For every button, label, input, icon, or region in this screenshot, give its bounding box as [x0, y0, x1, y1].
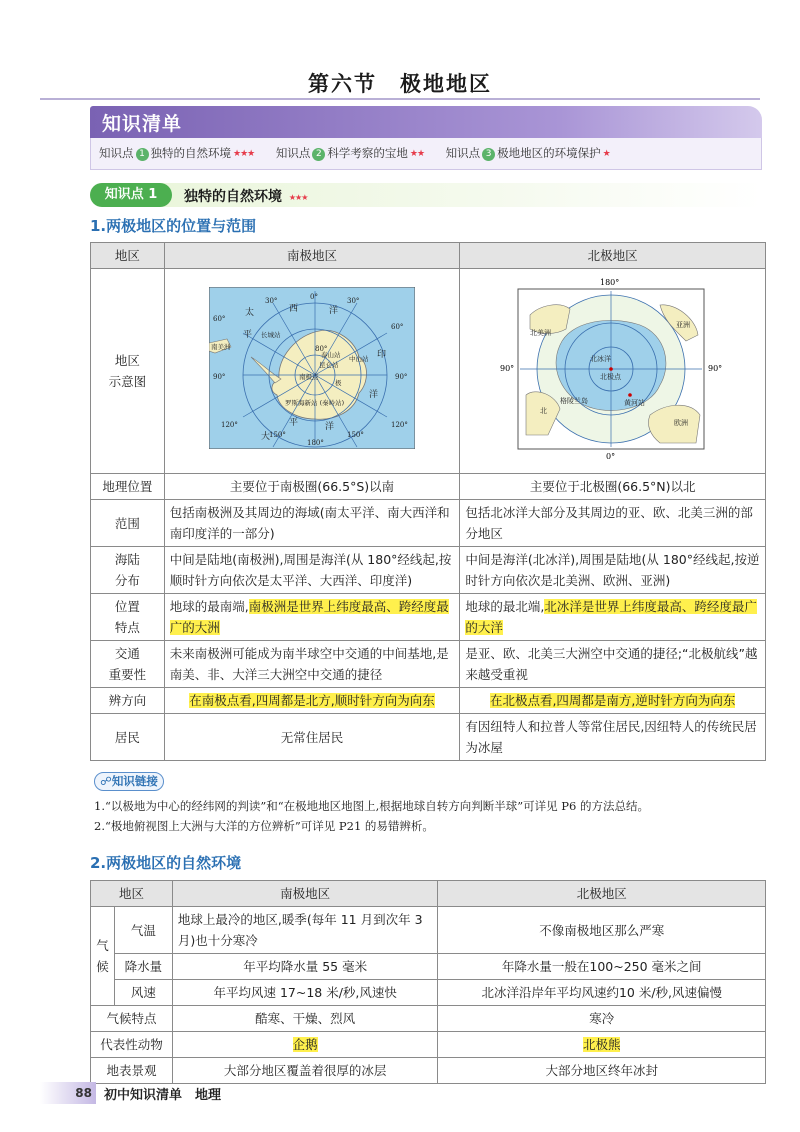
row-label: 气温 [114, 907, 172, 954]
table-header-cell: 南极地区 [172, 881, 438, 907]
row-label: 代表性动物 [91, 1032, 173, 1058]
place-label: 北 [539, 407, 547, 415]
continent-label: 南美洲 [211, 343, 231, 351]
table-row [91, 980, 766, 1006]
station-dot [628, 393, 632, 397]
row-label: 辨方向 [91, 688, 165, 714]
knowledge-link-box [90, 772, 762, 836]
row-label: 海陆 分布 [91, 547, 165, 594]
table-row [91, 269, 766, 474]
table-cell: 包括南极洲及其周边的海域(南太平洋、南大西洋和南印度洋的一部分) [164, 500, 460, 547]
page-title: 第六节 极地地区 [308, 72, 492, 96]
ocean-label: 洋 [369, 390, 379, 400]
row-label: 位置 特点 [91, 594, 165, 641]
knowledge-list-bar [90, 106, 762, 138]
place-label: 极 [335, 379, 342, 387]
station-label: 中山站 [349, 355, 369, 363]
footer-text: 初中知识清单 地理 [104, 1088, 222, 1103]
ocean-label: 大 [261, 432, 271, 442]
table-row [91, 641, 766, 688]
highlighted-text: 北极熊 [582, 1037, 621, 1052]
table-cell: 酷寒、干燥、烈风 [172, 1006, 438, 1032]
table-row [91, 547, 766, 594]
page-number: 88 [40, 1082, 96, 1104]
knowledge-item[interactable]: 知识点 1 独特的自然环境 ★★★ [99, 146, 255, 160]
station-label: 泰山站 [321, 351, 341, 359]
north-pole-dot [609, 367, 613, 371]
map-label: 120° [391, 421, 408, 429]
map-label: 90° [499, 364, 514, 373]
link-icon: ☍ [100, 774, 112, 788]
title-rule [40, 98, 760, 100]
table-header-cell: 北极地区 [460, 243, 766, 269]
highlighted-text: 南极洲是世界上纬度最高、跨经度最广的大洲 [169, 599, 449, 635]
table-row [91, 1058, 766, 1084]
table-cell: 是亚、欧、北美三大洲空中交通的捷径;“北极航线”越来越受重视 [460, 641, 766, 688]
table-cell: 北冰洋沿岸年平均风速约10 米/秒,风速偏慢 [438, 980, 766, 1006]
table-header-row [91, 243, 766, 269]
table-cell: 不像南极地区那么严寒 [438, 907, 766, 954]
map-label: 0° [605, 452, 615, 461]
map-label: 60° [213, 315, 226, 323]
table-row [91, 1006, 766, 1032]
knowledge-link-line[interactable]: 1.“以极地为中心的经纬网的判读”和“在极地地区地图上,根据地球自转方向判断半球”可详见 P6 的方法总结。 [94, 799, 650, 813]
highlighted-text: 在南极点看,四周都是北方,顺时针方向为向东 [189, 693, 435, 708]
ocean-label: 西 [289, 304, 299, 314]
star-rating-icon: ★★★ [233, 149, 255, 159]
table-cell: 中间是海洋(北冰洋),周围是陆地(从 180°经线起,按逆时针方向依次是北美洲、欧洲、亚洲) [460, 547, 766, 594]
map-label: 80° [315, 345, 328, 353]
natural-environment-table [90, 880, 766, 1084]
table-header-cell: 地区 [91, 243, 165, 269]
table-header-row [91, 881, 766, 907]
table-header-cell: 北极地区 [438, 881, 766, 907]
table-cell: 地球的最南端,南极洲是世界上纬度最高、跨经度最广的大洲 [164, 594, 460, 641]
map-label: 90° [213, 373, 226, 381]
station-label: 长城站 [261, 331, 281, 339]
star-rating-icon: ★ [602, 149, 610, 159]
station-label: 黄河站 [623, 399, 645, 407]
table-cell: 年平均降水量 55 毫米 [172, 954, 438, 980]
row-label: 交通 重要性 [91, 641, 165, 688]
table-row [91, 688, 766, 714]
knowledge-item[interactable]: 知识点 2 科学考察的宝地 ★★ [275, 146, 425, 160]
table-cell: 中间是陆地(南极洲),周围是海洋(从 180°经线起,按顺时针方向依次是太平洋、大西洋、印度洋) [164, 547, 460, 594]
highlighted-text: 在北极点看,四周都是南方,逆时针方向为向东 [489, 693, 736, 708]
table-cell: 无常住居民 [164, 714, 460, 761]
number-circle-icon: 2 [312, 148, 325, 161]
place-label: 格陵兰岛 [559, 397, 588, 405]
table-cell: 未来南极洲可能成为南半球空中交通的中间基地,是南美、非、大洋三大洲空中交通的捷径 [164, 641, 460, 688]
map-label: 30° [265, 297, 278, 305]
continent-label: 欧洲 [673, 419, 688, 427]
map-label: 180° [599, 278, 619, 287]
knowledge-point-title: 独特的自然环境 ★★★ [184, 189, 308, 205]
table-cell: 年降水量一般在100~250 毫米之间 [438, 954, 766, 980]
table-cell: 有因纽特人和拉普人等常住居民,因纽特人的传统民居为冰屋 [460, 714, 766, 761]
position-range-table [90, 242, 766, 761]
ocean-label: 平 [289, 418, 299, 428]
row-label: 地表景观 [91, 1058, 173, 1084]
knowledge-list-title: 知识清单 [102, 113, 183, 135]
table-row [91, 594, 766, 641]
map-label: 150° [269, 431, 286, 439]
table-row [91, 714, 766, 761]
table-row [91, 954, 766, 980]
south-map-cell [164, 269, 460, 474]
map-label: 60° [391, 323, 404, 331]
section-heading: 2.两极地区的自然环境 [90, 854, 242, 872]
north-map-cell [460, 269, 766, 474]
station-label: 罗斯海新站 (秦岭站) [285, 399, 345, 407]
table-row [91, 1032, 766, 1058]
row-label: 降水量 [114, 954, 172, 980]
north-pole-map [500, 275, 726, 461]
star-rating-icon: ★★★ [288, 193, 308, 202]
ocean-label: 太 [245, 308, 255, 318]
table-cell: 寒冷 [438, 1006, 766, 1032]
knowledge-item[interactable]: 知识点 3 极地地区的环境保护 ★ [445, 146, 610, 160]
table-header-cell: 南极地区 [164, 243, 460, 269]
knowledge-point-bar [90, 183, 762, 207]
table-row [91, 907, 766, 954]
table-cell: 年平均风速 17~18 米/秒,风速快 [172, 980, 438, 1006]
table-row [91, 474, 766, 500]
map-label: 90° [707, 364, 722, 373]
continent-label: 北美洲 [529, 329, 551, 337]
map-label: 150° [347, 431, 364, 439]
table-cell [172, 1032, 438, 1058]
table-cell: 大部分地区覆盖着很厚的冰层 [172, 1058, 438, 1084]
row-label: 气候特点 [91, 1006, 173, 1032]
row-label: 范围 [91, 500, 165, 547]
map-label: 120° [221, 421, 238, 429]
ocean-label: 洋 [325, 422, 335, 432]
continent-label: 亚洲 [675, 321, 690, 329]
table-cell: 包括北冰洋大部分及其周边的亚、欧、北美三洲的部分地区 [460, 500, 766, 547]
number-circle-icon: 3 [482, 148, 495, 161]
table-cell: 主要位于南极圈(66.5°S)以南 [164, 474, 460, 500]
table-cell [164, 688, 460, 714]
table-cell: 地球上最冷的地区,暖季(每年 11 月到次年 3 月)也十分寒冷 [172, 907, 438, 954]
knowledge-link-tag: ☍知识链接 [94, 772, 164, 791]
row-label: 风速 [114, 980, 172, 1006]
climate-label: 气 候 [91, 907, 115, 1006]
table-cell [438, 1032, 766, 1058]
ocean-label: 北冰洋 [589, 355, 611, 363]
knowledge-list-body [90, 138, 762, 170]
ocean-label: 平 [243, 330, 253, 340]
ocean-label: 印 [377, 350, 387, 360]
ocean-label: 洋 [329, 306, 339, 316]
knowledge-point-tag: 知识点 1 [90, 183, 172, 207]
table-cell [460, 688, 766, 714]
table-row [91, 500, 766, 547]
row-label: 地理位置 [91, 474, 165, 500]
section-heading: 1.两极地区的位置与范围 [90, 217, 257, 235]
star-rating-icon: ★★ [409, 149, 425, 159]
map-label: 180° [307, 439, 324, 447]
map-label: 0° [310, 293, 318, 301]
station-label: 昆仑站 [319, 361, 339, 369]
table-cell: 地球的最北端,北冰洋是世界上纬度最高、跨经度最广的大洋 [460, 594, 766, 641]
table-cell: 主要位于北极圈(66.5°N)以北 [460, 474, 766, 500]
row-label: 地区 示意图 [91, 269, 165, 474]
map-label: 90° [395, 373, 408, 381]
highlighted-text: 北冰洋是世界上纬度最高、跨经度最广的大洋 [465, 599, 757, 635]
highlighted-text: 企鹅 [292, 1037, 318, 1052]
knowledge-list-items [99, 145, 628, 161]
place-label: 南极点 [299, 373, 319, 381]
row-label: 居民 [91, 714, 165, 761]
place-label: 北极点 [599, 373, 621, 381]
knowledge-link-line[interactable]: 2.“极地俯视图上大洲与大洋的方位辨析”可详见 P21 的易错辨析。 [94, 819, 434, 833]
table-cell: 大部分地区终年冰封 [438, 1058, 766, 1084]
table-header-cell: 地区 [91, 881, 173, 907]
south-pole-map [209, 287, 415, 449]
number-circle-icon: 1 [136, 148, 149, 161]
map-label: 30° [347, 297, 360, 305]
